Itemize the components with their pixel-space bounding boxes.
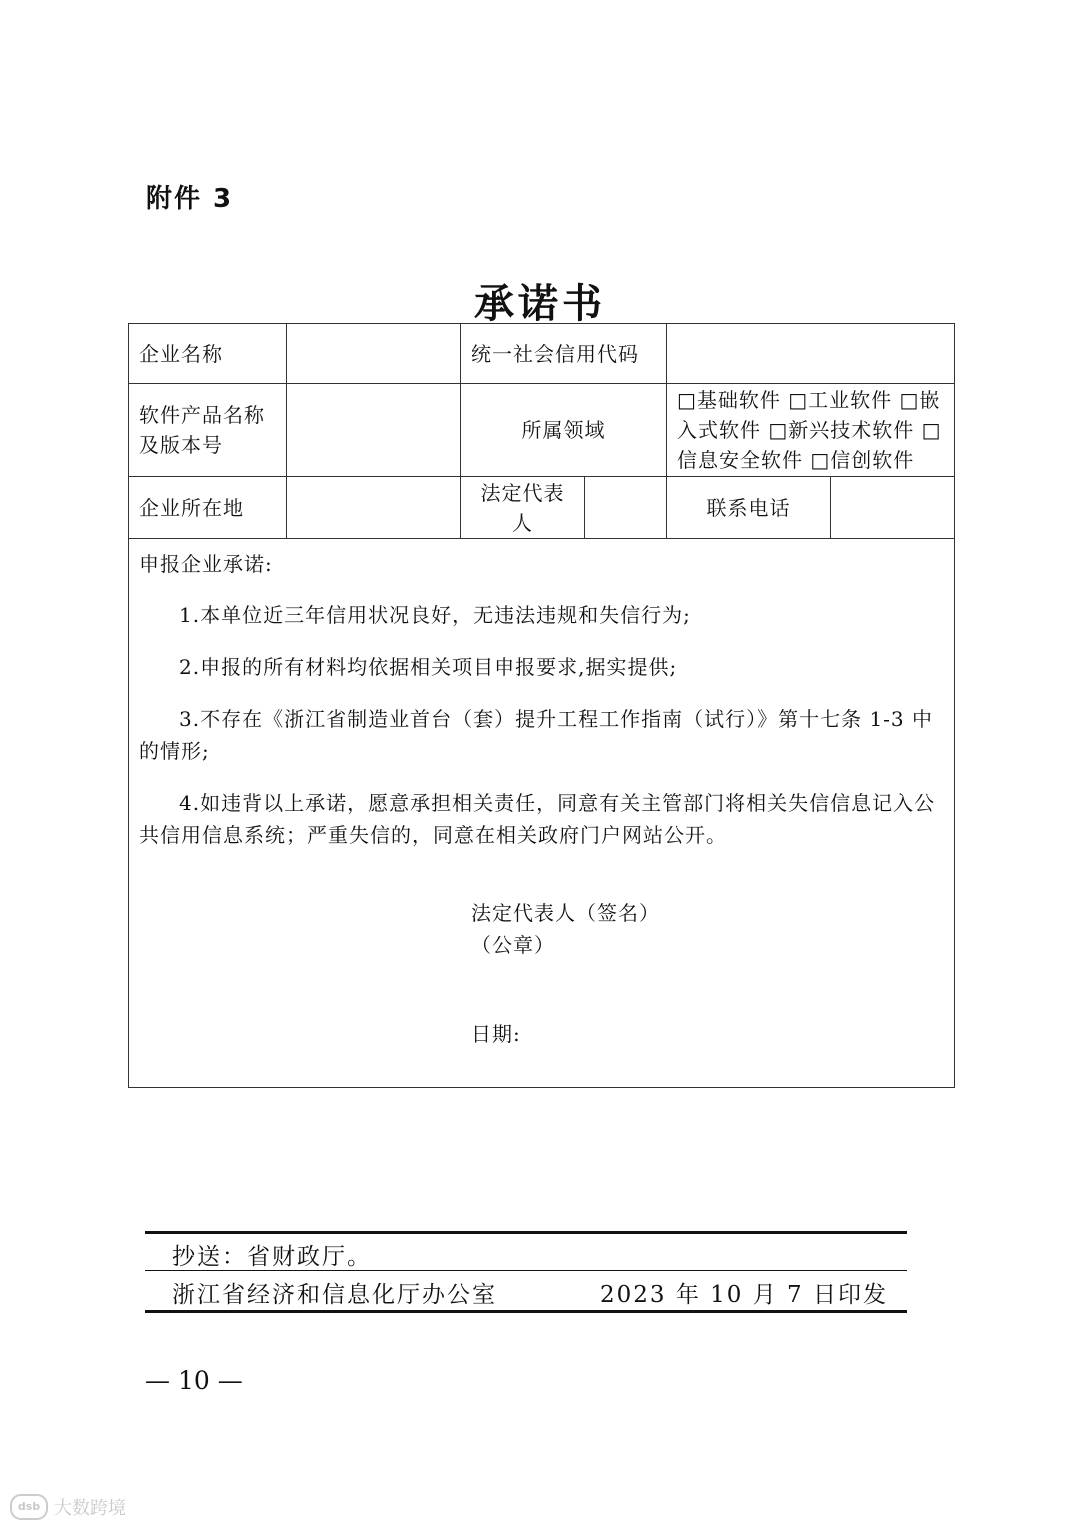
form-row-commitment	[129, 539, 955, 1088]
form-row-company	[129, 324, 955, 384]
legal-rep-label-line1: 法定代表	[480, 480, 565, 505]
domain-label: 所属领域	[461, 384, 667, 477]
commitment-item-4: 4.如违背以上承诺，愿意承担相关责任，同意有关主管部门将相关失信信息记入公共信用信息系统；严重失信的，同意在相关政府门户网站公开。	[139, 791, 936, 847]
form-row-location	[129, 477, 955, 539]
seal-label: （公章）	[471, 933, 555, 957]
software-name-field[interactable]	[287, 384, 461, 477]
commitment-item-3: 3.不存在《浙江省制造业首台（套）提升工程工作指南（试行）》第十七条 1-3 中的情形;	[139, 707, 934, 763]
software-label-line2: 及版本号	[139, 433, 223, 457]
footer-bottom-rule	[145, 1310, 907, 1313]
software-label-line1: 软件产品名称	[139, 403, 265, 427]
page-number: — 10 —	[145, 1366, 243, 1395]
location-label: 企业所在地	[129, 477, 287, 539]
commitment-item-1: 1.本单位近三年信用状况良好，无违法违规和失信行为;	[179, 603, 691, 627]
attachment-label: 附件 3	[146, 184, 234, 214]
phone-label: 联系电话	[667, 477, 831, 539]
watermark	[10, 1494, 126, 1520]
software-label	[129, 384, 287, 477]
domain-options-line2: 入式软件 □新兴技术软件 □	[677, 418, 942, 442]
watermark-text: 大数跨境	[54, 1498, 126, 1519]
cc-line: 抄送：省财政厅。	[172, 1244, 372, 1270]
form-row-software	[129, 384, 955, 477]
watermark-logo-icon: dsb	[10, 1494, 48, 1520]
legal-rep-field[interactable]	[585, 477, 667, 539]
company-name-label: 企业名称	[129, 324, 287, 384]
phone-field[interactable]	[831, 477, 955, 539]
commitment-section	[129, 539, 955, 1088]
footer-middle-rule	[145, 1270, 907, 1271]
signature-block	[471, 897, 660, 961]
legal-rep-label	[461, 477, 585, 539]
domain-options[interactable]	[667, 384, 955, 477]
issuing-office: 浙江省经济和信息化厅办公室	[172, 1282, 497, 1308]
credit-code-label: 统一社会信用代码	[461, 324, 667, 384]
issue-date: 2023 年 10 月 7 日印发	[600, 1282, 888, 1308]
page-title: 承诺书	[474, 280, 606, 327]
company-name-field[interactable]	[287, 324, 461, 384]
domain-options-line3: 信息安全软件 □信创软件	[677, 448, 915, 472]
domain-options-line1: □基础软件 □工业软件 □嵌	[677, 388, 941, 412]
credit-code-field[interactable]	[667, 324, 955, 384]
signature-label: 法定代表人（签名）	[471, 901, 660, 925]
commitment-form-table	[128, 323, 955, 1088]
location-field[interactable]	[287, 477, 461, 539]
commitment-heading: 申报企业承诺:	[139, 552, 273, 576]
footer-top-rule	[145, 1231, 907, 1234]
date-label: 日期:	[471, 1022, 521, 1046]
legal-rep-label-line2: 人	[512, 510, 533, 535]
commitment-item-2: 2.申报的所有材料均依据相关项目申报要求,据实提供;	[179, 655, 678, 679]
